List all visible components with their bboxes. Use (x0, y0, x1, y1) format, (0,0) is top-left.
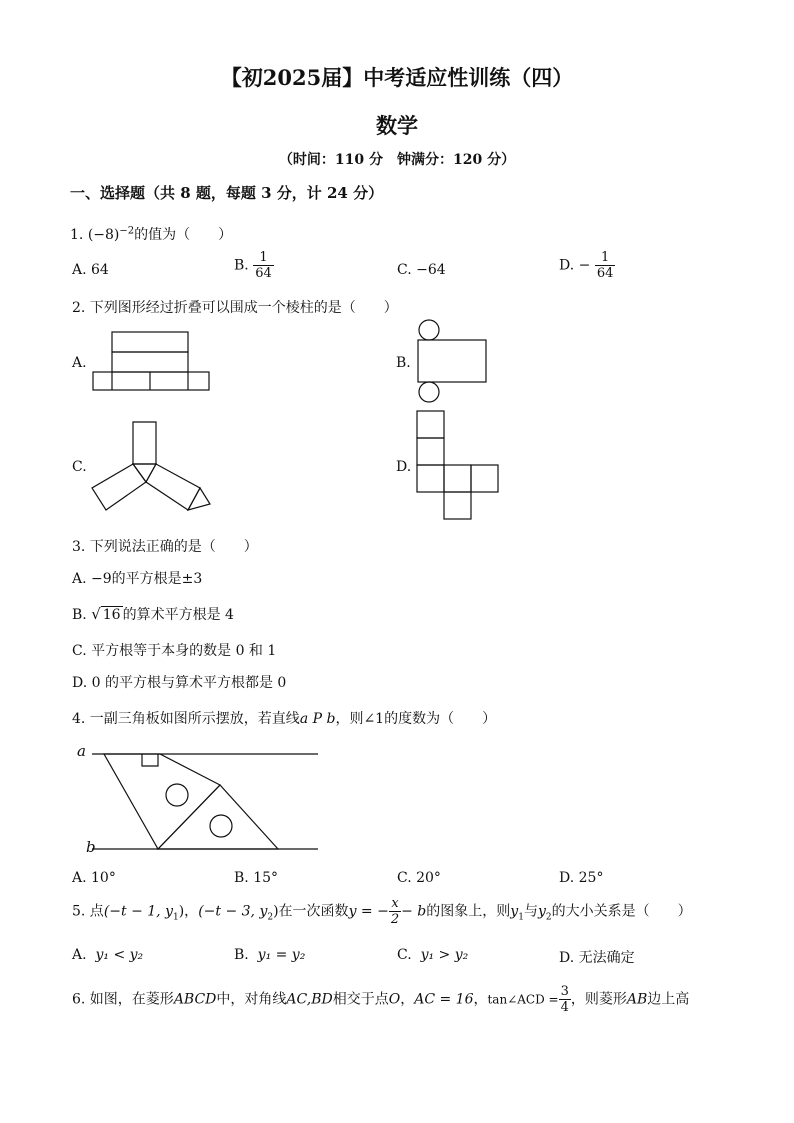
q3-option-b: B. √ 16 的算术平方根是 4 (72, 605, 234, 623)
question-expr: $(-8)^{-2}$ (87, 225, 135, 243)
sqrt-sign: √ (91, 605, 101, 623)
q2-option-c: C. (72, 459, 87, 475)
net-figure-c (88, 418, 218, 518)
q3-option-c: C. 平方根等于本身的数是 0 和 1 (72, 643, 277, 659)
q2-option-b: B. (396, 355, 411, 371)
question-4: 4. 一副三角板如图所示摆放，若直线a P b，则∠1的度数为（ ） (72, 711, 497, 727)
question-number: 1. (70, 227, 84, 243)
q5-option-a: A. y₁ < y₂ (72, 947, 144, 963)
q1-option-d: D. − $\frac{1}{64}$ (559, 250, 614, 281)
q4-option-b: B. 15° (234, 870, 279, 886)
net-figure-b (412, 318, 502, 408)
q1-option-a: A. 64 (72, 262, 109, 278)
question-1 (70, 224, 232, 244)
net-figure-a (90, 330, 220, 400)
q1-option-b: B. $\frac{1}{64}$ (234, 250, 272, 281)
exam-subject: 数学 (376, 113, 418, 138)
exam-time-info: （时间：110 分 钟满分：120 分） (278, 152, 516, 168)
line-label-a: a (77, 742, 86, 760)
fraction: $\frac{1}{64}$ (596, 250, 614, 281)
line-label-b: b (86, 838, 96, 856)
triangle-figure (90, 748, 330, 858)
q5-option-d: D. 无法确定 (559, 950, 635, 966)
q2-option-a: A. (72, 355, 87, 371)
q2-option-d: D. (396, 459, 412, 475)
question-5: 5. 点(−t − 1, $y_1$)，(−t − 3, $y_2$)在一次函数y = − $\frac{x}{2}$ − b的图象上，则$y_1$与$y_2$的大小关系是（ ） (72, 896, 692, 927)
q4-option-c: C. 20° (397, 870, 441, 886)
q3-option-a: A. −9的平方根是±3 (72, 571, 203, 587)
fraction: $\frac{1}{64}$ (255, 250, 272, 281)
q3-option-d: D. 0 的平方根与算术平方根都是 0 (72, 675, 287, 691)
q5-option-c: C. y₁ > y₂ (397, 947, 469, 963)
question-text: 的值为（ ） (134, 227, 233, 243)
q5-option-b: B. y₁ = y₂ (234, 947, 306, 963)
exam-title: 【初2025届】中考适应性训练（四） (220, 65, 574, 90)
section-heading: 一、选择题（共 8 题，每题 3 分，计 24 分） (70, 184, 384, 202)
q1-option-c: C. −64 (397, 262, 446, 278)
question-2: 2. 下列图形经过折叠可以围成一个棱柱的是（ ） (72, 300, 398, 316)
net-figure-d (414, 408, 514, 523)
q4-option-a: A. 10° (72, 870, 116, 886)
q4-option-d: D. 25° (559, 870, 604, 886)
question-6: 6. 如图，在菱形ABCD中，对角线AC,BD相交于点O，AC = 16，tan∠ACD = $\frac{3}{4}$ ，则菱形AB边上高 (72, 984, 690, 1015)
question-3: 3. 下列说法正确的是（ ） (72, 539, 258, 555)
